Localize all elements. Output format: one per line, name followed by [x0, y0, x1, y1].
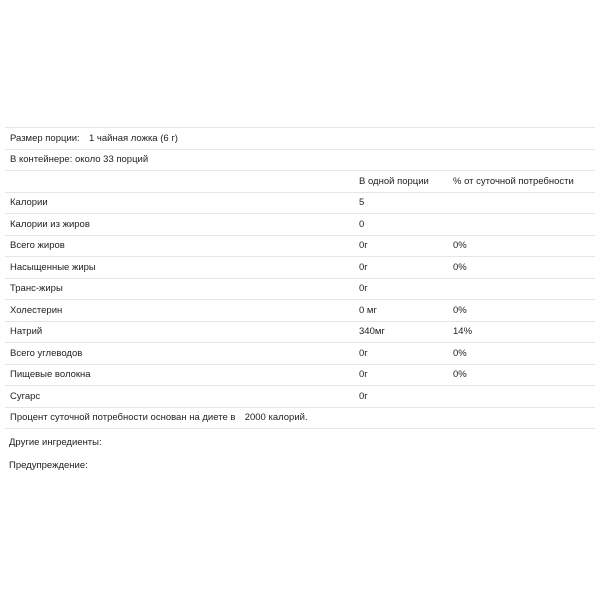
serving-size-row	[5, 128, 595, 150]
nutrient-daily-value: 0%	[445, 343, 595, 365]
nutrient-row	[5, 386, 595, 408]
nutrient-amount: 5	[355, 192, 445, 214]
nutrient-name: Насыщенные жиры	[5, 257, 355, 279]
nutrient-amount: 0г	[355, 343, 445, 365]
nutrient-name: Сугарс	[5, 386, 355, 408]
nutrient-name: Холестерин	[5, 300, 355, 322]
nutrient-row	[5, 214, 595, 236]
per-serving-header: В одной порции	[355, 171, 445, 193]
nutrient-row	[5, 364, 595, 386]
nutrient-amount: 0г	[355, 257, 445, 279]
other-ingredients-label: Другие ингредиенты:	[9, 437, 102, 448]
nutrient-row	[5, 192, 595, 214]
serving-size-value: 1 чайная ложка (6 г)	[88, 132, 178, 144]
nutrient-name: Транс-жиры	[5, 278, 355, 300]
nutrient-row	[5, 321, 595, 343]
nutrient-daily-value: 0%	[445, 364, 595, 386]
nutrient-daily-value	[445, 192, 595, 214]
nutrient-name: Калории	[5, 192, 355, 214]
footnote-row	[5, 407, 595, 429]
nutrient-row	[5, 257, 595, 279]
nutrient-daily-value: 0%	[445, 300, 595, 322]
nutrient-name: Натрий	[5, 321, 355, 343]
nutrient-row	[5, 300, 595, 322]
nutrient-row	[5, 235, 595, 257]
nutrient-amount: 0г	[355, 386, 445, 408]
nutrient-amount: 0г	[355, 364, 445, 386]
nutrient-name: Всего жиров	[5, 235, 355, 257]
servings-per-container-row	[5, 149, 595, 171]
servings-per-container-label: В контейнере:	[10, 154, 73, 166]
nutrient-daily-value: 0%	[445, 235, 595, 257]
nutrient-row	[5, 343, 595, 365]
nutrient-amount: 0г	[355, 235, 445, 257]
column-header-row	[5, 171, 595, 193]
nutrient-daily-value: 0%	[445, 257, 595, 279]
footnote-text: Процент суточной потребности основан на диете в	[10, 412, 236, 424]
header-empty-cell	[5, 171, 355, 193]
warning-label: Предупреждение:	[9, 460, 88, 471]
servings-per-container-value: около 33 порций	[74, 154, 149, 166]
daily-value-header: % от суточной потребности	[445, 171, 595, 193]
nutrient-name: Калории из жиров	[5, 214, 355, 236]
nutrient-daily-value	[445, 278, 595, 300]
nutrient-daily-value	[445, 214, 595, 236]
nutrient-row	[5, 278, 595, 300]
footnote-calories: 2000 калорий.	[244, 412, 308, 424]
serving-size-label: Размер порции:	[10, 132, 80, 144]
nutrient-name: Всего углеводов	[5, 343, 355, 365]
nutrient-daily-value	[445, 386, 595, 408]
nutrient-daily-value: 14%	[445, 321, 595, 343]
nutrient-name: Пищевые волокна	[5, 364, 355, 386]
nutrient-amount: 340мг	[355, 321, 445, 343]
nutrient-amount: 0 мг	[355, 300, 445, 322]
nutrition-facts-table	[5, 127, 595, 429]
nutrient-amount: 0г	[355, 278, 445, 300]
nutrient-amount: 0	[355, 214, 445, 236]
